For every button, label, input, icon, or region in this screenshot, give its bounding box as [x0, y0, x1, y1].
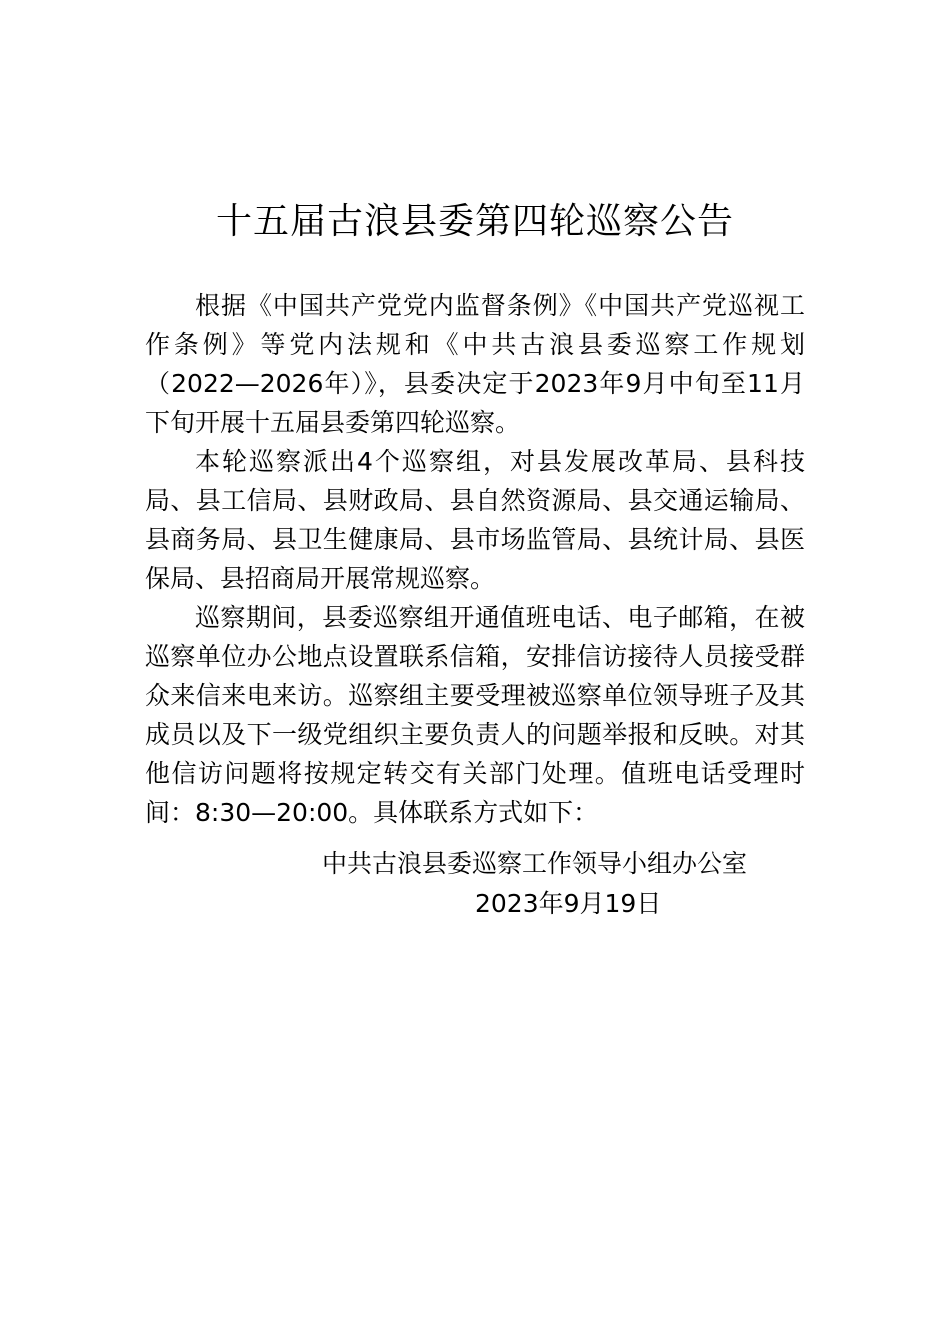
paragraph-inspection-contact: 巡察期间，县委巡察组开通值班电话、电子邮箱，在被巡察单位办公地点设置联系信箱，安排信访接待人员接受群众来信来电来访。巡察组主要受理被巡察单位领导班子及其成员以及下一级党组织主要负责人的问题举报和反映。对其他信访问题将按规定转交有关部门处理。值班电话受理时间：8:30—20:00。具体联系方式如下： — [145, 603, 805, 827]
signature-date: 2023年9月19日 — [475, 889, 662, 918]
paragraph-inspection-basis: 根据《中国共产党党内监督条例》《中国共产党巡视工作条例》等党内法规和《中共古浪县委巡察工作规划（2022—2026年）》，县委决定于2023年9月中旬至11月下旬开展十五届县委第四轮巡察。 — [145, 291, 805, 437]
signature-organization: 中共古浪县委巡察工作领导小组办公室 — [322, 849, 748, 878]
document-title: 十五届古浪县委第四轮巡察公告 — [215, 201, 734, 242]
paragraph-inspection-targets: 本轮巡察派出4个巡察组，对县发展改革局、县科技局、县工信局、县财政局、县自然资源局、县交通运输局、县商务局、县卫生健康局、县市场监管局、县统计局、县医保局、县招商局开展常规巡察。 — [145, 447, 805, 593]
signature-block — [318, 844, 768, 924]
document-body — [145, 286, 805, 832]
